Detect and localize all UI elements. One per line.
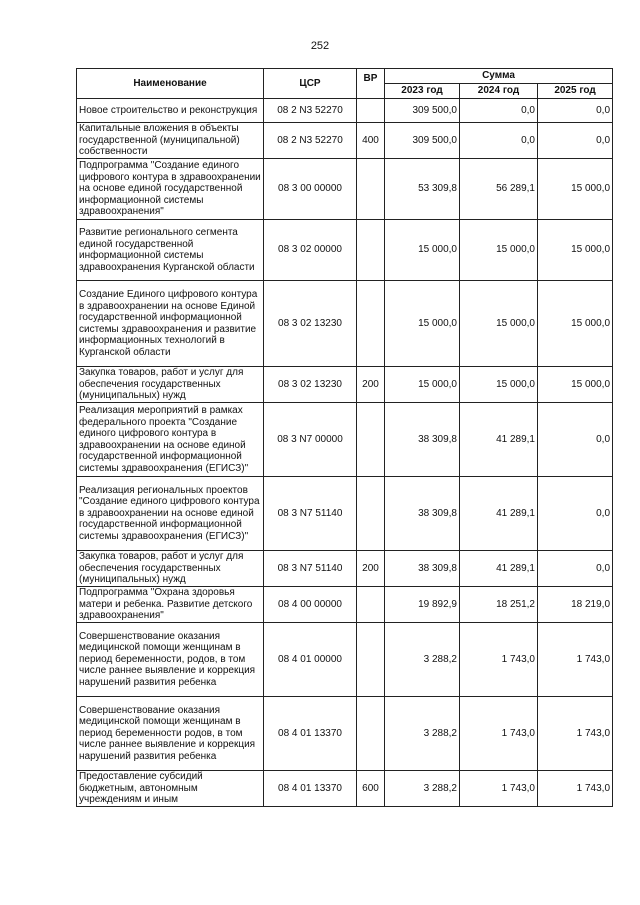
table-row <box>77 99 613 123</box>
header-csr: ЦСР <box>264 69 357 99</box>
row-value-2025: 18 219,0 <box>538 587 613 623</box>
row-value-2023: 3 288,2 <box>385 771 460 807</box>
table-row <box>77 281 613 367</box>
row-value-2023: 309 500,0 <box>385 99 460 123</box>
row-value-2024: 56 289,1 <box>460 159 538 220</box>
table-row <box>77 477 613 551</box>
header-year-2025: 2025 год <box>538 84 613 99</box>
row-name-cell: Развитие регионального сегмента единой государственной информационной системы здравоохранения Курганской области <box>77 220 264 281</box>
table-row <box>77 771 613 807</box>
row-name-cell: Совершенствование оказания медицинской помощи женщинам в период беременности родов, в том числе раннее выявление и коррекция нарушений развития ребенка <box>77 697 264 771</box>
table-row <box>77 403 613 477</box>
row-value-2023: 38 309,8 <box>385 551 460 587</box>
table-row <box>77 623 613 697</box>
row-value-2023: 38 309,8 <box>385 477 460 551</box>
row-value-2025: 0,0 <box>538 123 613 159</box>
row-value-2024: 1 743,0 <box>460 771 538 807</box>
row-name-cell: Совершенствование оказания медицинской помощи женщинам в период беременности, родов, в том числе раннее выявление и коррекция нарушений развития ребенка <box>77 623 264 697</box>
row-value-2024: 0,0 <box>460 99 538 123</box>
table-row <box>77 587 613 623</box>
row-value-2024: 1 743,0 <box>460 623 538 697</box>
row-value-2025: 1 743,0 <box>538 623 613 697</box>
table-row <box>77 220 613 281</box>
row-vr-cell: 200 <box>357 367 385 403</box>
header-sum: Сумма <box>385 69 613 84</box>
row-value-2023: 15 000,0 <box>385 281 460 367</box>
table-row <box>77 697 613 771</box>
row-value-2023: 3 288,2 <box>385 697 460 771</box>
row-value-2023: 19 892,9 <box>385 587 460 623</box>
row-vr-cell: 600 <box>357 771 385 807</box>
row-vr-cell <box>357 220 385 281</box>
row-value-2024: 15 000,0 <box>460 281 538 367</box>
row-name-cell: Закупка товаров, работ и услуг для обеспечения государственных (муниципальных) нужд <box>77 367 264 403</box>
row-value-2025: 0,0 <box>538 403 613 477</box>
table-body <box>77 99 613 807</box>
row-vr-cell <box>357 281 385 367</box>
row-value-2024: 18 251,2 <box>460 587 538 623</box>
table-row <box>77 159 613 220</box>
row-name-cell: Капитальные вложения в объекты государственной (муниципальной) собственности <box>77 123 264 159</box>
row-csr-cell: 08 4 01 00000 <box>264 623 357 697</box>
table-row <box>77 551 613 587</box>
row-csr-cell: 08 4 01 13370 <box>264 771 357 807</box>
row-name-cell: Новое строительство и реконструкция <box>77 99 264 123</box>
row-vr-cell <box>357 99 385 123</box>
row-value-2025: 1 743,0 <box>538 697 613 771</box>
row-name-cell: Предоставление субсидий бюджетным, автономным учреждениям и иным <box>77 771 264 807</box>
row-value-2025: 0,0 <box>538 99 613 123</box>
row-value-2023: 3 288,2 <box>385 623 460 697</box>
row-csr-cell: 08 3 00 00000 <box>264 159 357 220</box>
page-number: 252 <box>310 40 330 52</box>
header-vr: ВР <box>357 69 385 99</box>
row-csr-cell: 08 3 02 00000 <box>264 220 357 281</box>
row-csr-cell: 08 2 N3 52270 <box>264 99 357 123</box>
row-csr-cell: 08 4 01 13370 <box>264 697 357 771</box>
header-year-2023: 2023 год <box>385 84 460 99</box>
row-vr-cell: 400 <box>357 123 385 159</box>
row-value-2024: 41 289,1 <box>460 403 538 477</box>
row-csr-cell: 08 3 N7 51140 <box>264 551 357 587</box>
row-name-cell: Создание Единого цифрового контура в здравоохранении на основе Единой государственной информационной системы здравоохранения и развитие информационных технологий в Курганской области <box>77 281 264 367</box>
row-csr-cell: 08 2 N3 52270 <box>264 123 357 159</box>
row-value-2023: 53 309,8 <box>385 159 460 220</box>
row-vr-cell <box>357 623 385 697</box>
row-name-cell: Подпрограмма "Охрана здоровья матери и ребенка. Развитие детского здравоохранения" <box>77 587 264 623</box>
row-value-2024: 0,0 <box>460 123 538 159</box>
row-value-2023: 15 000,0 <box>385 367 460 403</box>
header-name: Наименование <box>77 69 264 99</box>
row-value-2025: 15 000,0 <box>538 281 613 367</box>
row-value-2024: 41 289,1 <box>460 551 538 587</box>
row-vr-cell: 200 <box>357 551 385 587</box>
row-value-2025: 0,0 <box>538 551 613 587</box>
row-vr-cell <box>357 159 385 220</box>
row-vr-cell <box>357 403 385 477</box>
row-value-2024: 15 000,0 <box>460 220 538 281</box>
row-csr-cell: 08 3 N7 51140 <box>264 477 357 551</box>
row-vr-cell <box>357 477 385 551</box>
row-value-2023: 38 309,8 <box>385 403 460 477</box>
header-year-2024: 2024 год <box>460 84 538 99</box>
row-name-cell: Подпрограмма "Создание единого цифрового контура в здравоохранении на основе единой государственной информационной системы здравоохранения" <box>77 159 264 220</box>
row-value-2025: 0,0 <box>538 477 613 551</box>
row-csr-cell: 08 3 02 13230 <box>264 281 357 367</box>
row-value-2024: 15 000,0 <box>460 367 538 403</box>
row-value-2023: 309 500,0 <box>385 123 460 159</box>
row-vr-cell <box>357 587 385 623</box>
row-value-2025: 15 000,0 <box>538 220 613 281</box>
row-name-cell: Реализация мероприятий в рамках федерального проекта "Создание единого цифрового контура в здравоохранении на основе единой государственной информационной системы здравоохранения (ЕГИСЗ)" <box>77 403 264 477</box>
table-row <box>77 367 613 403</box>
row-value-2024: 1 743,0 <box>460 697 538 771</box>
row-value-2025: 15 000,0 <box>538 367 613 403</box>
row-name-cell: Закупка товаров, работ и услуг для обеспечения государственных (муниципальных) нужд <box>77 551 264 587</box>
row-csr-cell: 08 3 N7 00000 <box>264 403 357 477</box>
row-value-2025: 15 000,0 <box>538 159 613 220</box>
table-row <box>77 123 613 159</box>
row-csr-cell: 08 3 02 13230 <box>264 367 357 403</box>
budget-table <box>76 68 613 807</box>
row-csr-cell: 08 4 00 00000 <box>264 587 357 623</box>
row-value-2024: 41 289,1 <box>460 477 538 551</box>
row-value-2023: 15 000,0 <box>385 220 460 281</box>
row-name-cell: Реализация региональных проектов "Создание единого цифрового контура в здравоохранении на основе единой государственной информационной системы здравоохранения (ЕГИСЗ)" <box>77 477 264 551</box>
row-value-2025: 1 743,0 <box>538 771 613 807</box>
row-vr-cell <box>357 697 385 771</box>
